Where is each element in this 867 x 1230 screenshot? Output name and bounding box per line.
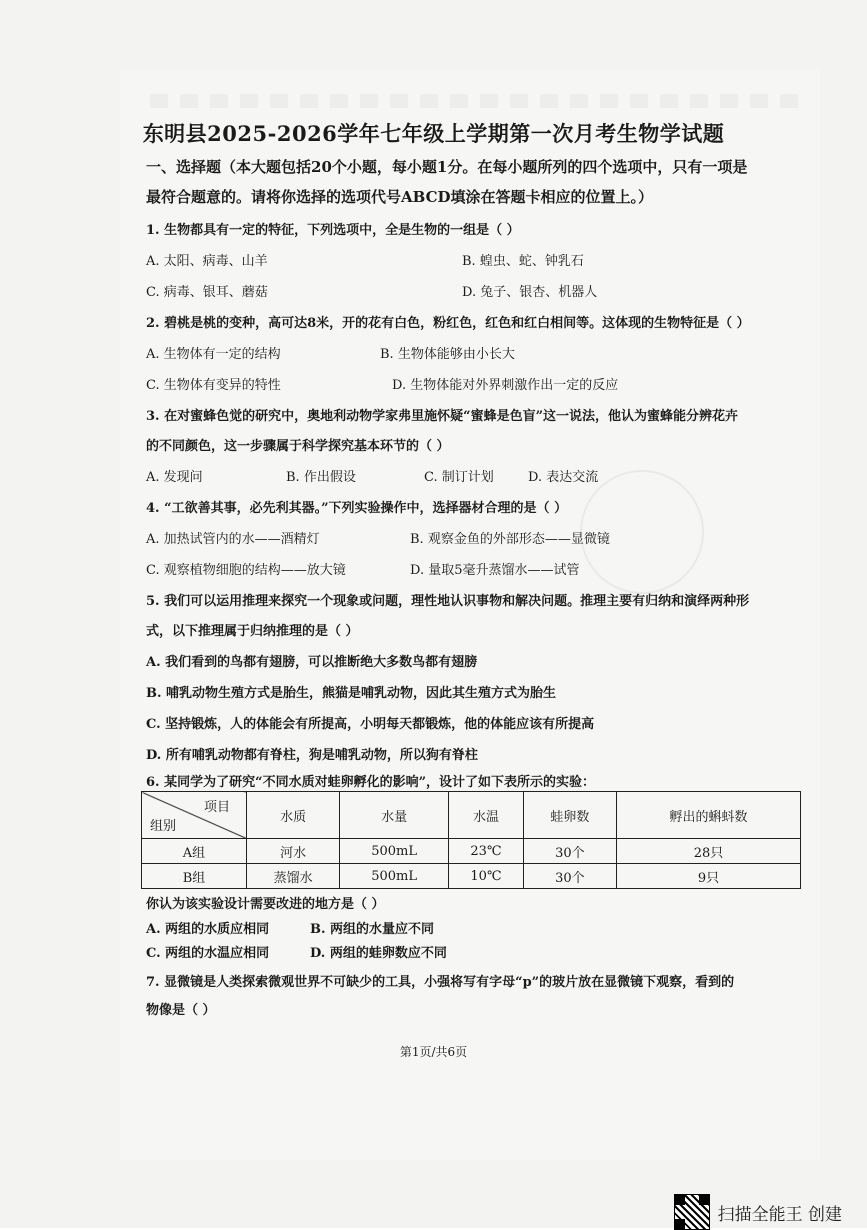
table-cell: 500mL bbox=[340, 864, 449, 889]
q5-option-b: B. 哺乳动物生殖方式是胎生，熊猫是哺乳动物，因此其生殖方式为胎生 bbox=[146, 686, 557, 701]
experiment-table bbox=[141, 791, 801, 889]
q1-option-d: D. 兔子、银杏、机器人 bbox=[462, 285, 598, 300]
q2-stem: 2. 碧桃是桃的变种，高可达8米，开的花有白色，粉红色，红色和红白相间等。这体现的生物特征是（ ） bbox=[146, 316, 750, 331]
q4-option-b: B. 观察金鱼的外部形态——显微镜 bbox=[410, 532, 610, 547]
bleed-through-text bbox=[150, 94, 810, 108]
table-cell: B组 bbox=[142, 864, 247, 889]
q5-option-d: D. 所有哺乳动物都有脊柱，狗是哺乳动物，所以狗有脊柱 bbox=[146, 748, 478, 763]
table-corner-cell bbox=[142, 792, 247, 839]
q1-option-b: B. 蝗虫、蛇、钟乳石 bbox=[462, 254, 584, 269]
page-footer: 第1页/共6页 bbox=[399, 1045, 468, 1059]
q3-option-d: D. 表达交流 bbox=[528, 470, 599, 485]
q6-option-a: A. 两组的水质应相同 bbox=[146, 922, 270, 937]
table-cell: 10℃ bbox=[449, 864, 524, 889]
q4-option-a: A. 加热试管内的水——酒精灯 bbox=[146, 532, 320, 547]
table-cell: 河水 bbox=[247, 839, 340, 864]
q5-option-c: C. 坚持锻炼，人的体能会有所提高，小明每天都锻炼，他的体能应该有所提高 bbox=[146, 717, 595, 732]
table-row bbox=[142, 839, 801, 864]
scanner-watermark bbox=[674, 1194, 842, 1230]
q7-stem-line1: 7. 显微镜是人类探索微观世界不可缺少的工具，小强将写有字母“p”的玻片放在显微镜下观察，看到的 bbox=[146, 975, 735, 990]
q1-option-a: A. 太阳、病毒、山羊 bbox=[146, 254, 268, 269]
q6-option-c: C. 两组的水温应相同 bbox=[146, 946, 270, 961]
q4-stem: 4. “工欲善其事，必先利其器。”下列实验操作中，选择器材合理的是（ ） bbox=[146, 501, 568, 516]
q6-option-b: B. 两组的水量应不同 bbox=[310, 922, 435, 937]
watermark-text: 扫描全能王 创建 bbox=[717, 1204, 842, 1225]
header-egg-count: 蛙卵数 bbox=[523, 792, 616, 839]
table-cell: 9只 bbox=[616, 864, 800, 889]
q2-option-d: D. 生物体能对外界刺激作出一定的反应 bbox=[392, 378, 619, 393]
q6-follow-up: 你认为该实验设计需要改进的地方是（ ） bbox=[146, 897, 385, 912]
q4-option-c: C. 观察植物细胞的结构——放大镜 bbox=[146, 563, 346, 578]
q2-option-c: C. 生物体有变异的特性 bbox=[146, 378, 281, 393]
q6-stem: 6. 某同学为了研究“不同水质对蛙卵孵化的影响”，设计了如下表所示的实验： bbox=[146, 775, 596, 790]
header-tadpole-count: 孵出的蝌蚪数 bbox=[616, 792, 800, 839]
q4-option-d: D. 量取5毫升蒸馏水——试管 bbox=[410, 563, 580, 578]
corner-label-item: 项目 bbox=[203, 800, 230, 815]
q3-stem-line1: 3. 在对蜜蜂色觉的研究中，奥地利动物学家弗里施怀疑“蜜蜂是色盲”这一说法，他认为蜜蜂能分辨花卉 bbox=[146, 409, 739, 424]
table-cell: 500mL bbox=[340, 839, 449, 864]
q1-option-c: C. 病毒、银耳、蘑菇 bbox=[146, 285, 268, 300]
q3-option-a: A. 发现问 bbox=[146, 470, 203, 485]
table-cell: 30个 bbox=[523, 864, 616, 889]
q3-option-c: C. 制订计划 bbox=[424, 470, 494, 485]
table-header-row bbox=[142, 792, 801, 839]
q1-stem: 1. 生物都具有一定的特征，下列选项中，全是生物的一组是（ ） bbox=[146, 223, 520, 238]
section-heading-line2: 最符合题意的。请将你选择的选项代号ABCD填涂在答题卡相应的位置上。） bbox=[146, 188, 654, 206]
q7-stem-line2: 物像是（ ） bbox=[146, 1003, 216, 1018]
table-cell: 30个 bbox=[523, 839, 616, 864]
table-cell: 28只 bbox=[616, 839, 800, 864]
table-cell: 蒸馏水 bbox=[247, 864, 340, 889]
q3-stem-line2: 的不同颜色，这一步骤属于科学探究基本环节的（ ） bbox=[146, 439, 450, 454]
table-cell: 23℃ bbox=[449, 839, 524, 864]
qr-code-icon bbox=[674, 1194, 710, 1230]
header-water-volume: 水量 bbox=[340, 792, 449, 839]
table-cell: A组 bbox=[142, 839, 247, 864]
corner-label-group: 组别 bbox=[150, 819, 177, 834]
q6-option-d: D. 两组的蛙卵数应不同 bbox=[310, 946, 447, 961]
q3-option-b: B. 作出假设 bbox=[286, 470, 356, 485]
exam-title: 东明县2025-2026学年七年级上学期第一次月考生物学试题 bbox=[142, 121, 725, 146]
q2-option-a: A. 生物体有一定的结构 bbox=[146, 347, 281, 362]
header-water-quality: 水质 bbox=[247, 792, 340, 839]
table-row bbox=[142, 864, 801, 889]
q5-stem-line2: 式，以下推理属于归纳推理的是（ ） bbox=[146, 624, 359, 639]
section-heading-line1: 一、选择题（本大题包括20个小题，每小题1分。在每小题所列的四个选项中，只有一项是 bbox=[146, 158, 748, 176]
q5-stem-line1: 5. 我们可以运用推理来探究一个现象或问题，理性地认识事物和解决问题。推理主要有归纳和演绎两种形 bbox=[146, 594, 750, 609]
header-water-temp: 水温 bbox=[449, 792, 524, 839]
q2-option-b: B. 生物体能够由小长大 bbox=[380, 347, 515, 362]
q5-option-a: A. 我们看到的鸟都有翅膀，可以推断绝大多数鸟都有翅膀 bbox=[146, 655, 478, 670]
